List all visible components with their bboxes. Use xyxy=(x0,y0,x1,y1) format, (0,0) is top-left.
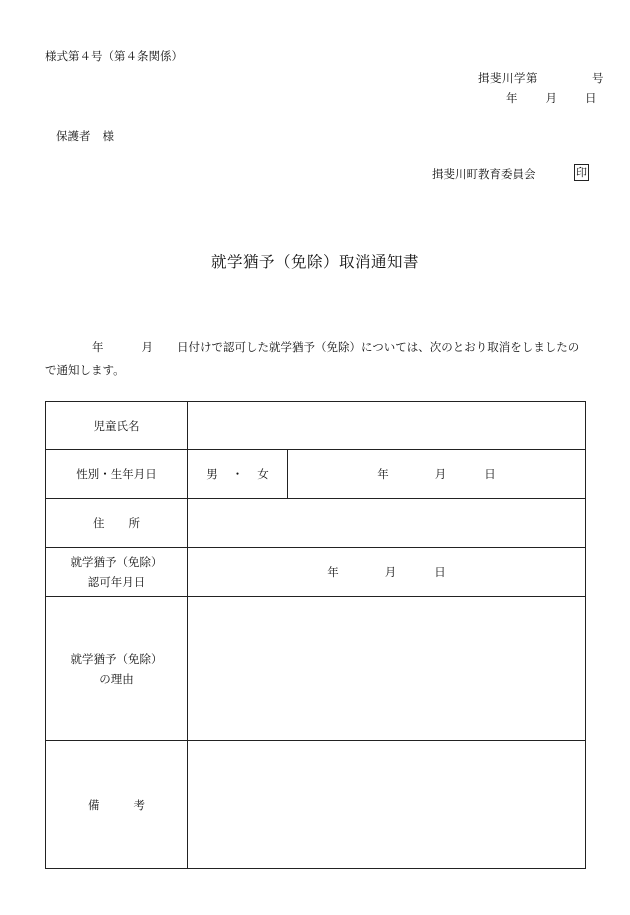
table-row xyxy=(46,402,586,450)
sex-male: 男 xyxy=(206,467,218,481)
approval-date-label-2: 認可年月日 xyxy=(87,575,146,589)
birth-month: 月 xyxy=(434,467,447,481)
sex-female: 女 xyxy=(257,467,269,481)
approval-date-field[interactable] xyxy=(188,548,586,597)
address-label-2: 所 xyxy=(128,516,140,530)
remarks-label-1: 備 xyxy=(88,797,100,812)
birth-year: 年 xyxy=(377,467,389,481)
body-year: 年 xyxy=(92,340,104,354)
sex-birth-label: 性別・生年月日 xyxy=(46,450,188,499)
address-label-1: 住 xyxy=(93,516,105,530)
table-row xyxy=(46,450,586,499)
remarks-label-2: 考 xyxy=(133,797,145,812)
table-row xyxy=(46,741,586,869)
form-number: 様式第４号（第４条関係） xyxy=(45,49,183,63)
remarks-label xyxy=(46,741,188,869)
document-title: 就学猶予（免除）取消通知書 xyxy=(210,253,419,271)
recipient-honorific: 様 xyxy=(102,129,114,143)
table-row xyxy=(46,597,586,741)
table-row xyxy=(46,499,586,548)
address-label xyxy=(46,499,188,548)
doc-number-suffix: 号 xyxy=(592,71,604,85)
address-field[interactable] xyxy=(188,499,586,548)
child-name-label: 児童氏名 xyxy=(46,402,188,450)
reason-field[interactable] xyxy=(188,597,586,741)
approval-date-label xyxy=(46,548,188,597)
issue-date-year: 年 xyxy=(506,91,518,105)
birth-day: 日 xyxy=(484,467,496,481)
sex-field[interactable] xyxy=(188,450,288,499)
body-sentence: 日付けで認可した就学猶予（免除）については、次のとおり取消をしましたの xyxy=(177,340,580,354)
table-row xyxy=(46,548,586,597)
issuer: 揖斐川町教育委員会 xyxy=(432,167,536,181)
seal-mark: 印 xyxy=(576,166,587,179)
approval-month: 月 xyxy=(384,565,397,579)
sex-separator: ・ xyxy=(231,467,244,481)
reason-label xyxy=(46,597,188,741)
details-table xyxy=(45,401,586,869)
birth-date-field[interactable] xyxy=(288,450,586,499)
issue-date-month: 月 xyxy=(545,91,557,105)
child-name-field[interactable] xyxy=(188,402,586,450)
approval-day: 日 xyxy=(434,565,446,579)
approval-year: 年 xyxy=(327,565,339,579)
body-text-line-1 xyxy=(92,339,579,355)
body-text-line-2: で通知します。 xyxy=(45,363,125,377)
reason-label-1: 就学猶予（免除） xyxy=(70,651,163,666)
body-month: 月 xyxy=(141,340,153,354)
recipient-name: 保護者 xyxy=(56,129,91,143)
issue-date xyxy=(506,90,597,106)
recipient xyxy=(56,128,114,144)
issue-date-day: 日 xyxy=(585,91,597,105)
doc-number-prefix: 揖斐川学第 xyxy=(478,71,538,85)
remarks-field[interactable] xyxy=(188,741,586,869)
reason-label-2: の理由 xyxy=(99,671,134,686)
document-number xyxy=(478,70,604,86)
approval-date-label-1: 就学猶予（免除） xyxy=(70,555,163,569)
